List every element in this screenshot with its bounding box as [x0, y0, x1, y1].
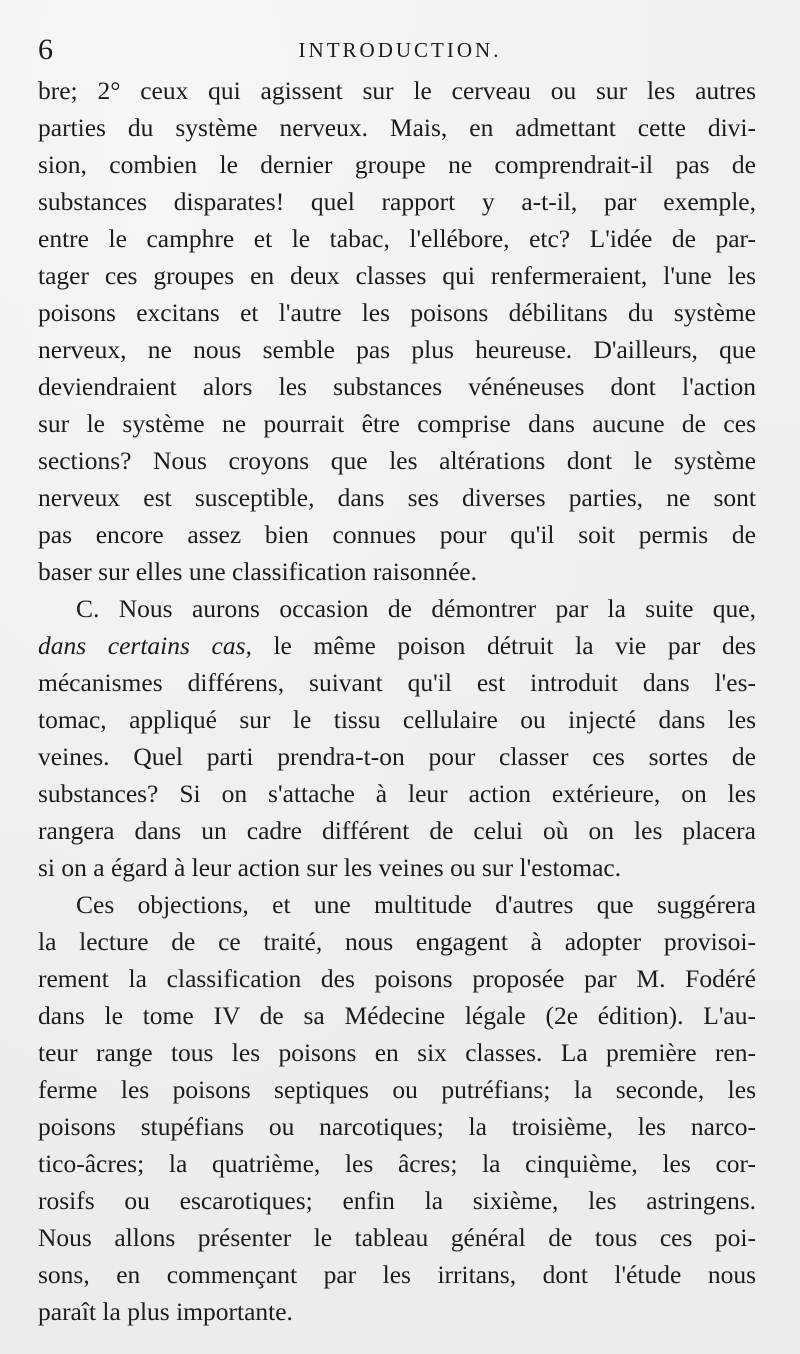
text-line: la lecture de ce traité, nous engagent à adopter provisoi-	[38, 927, 756, 956]
text-line: rement la classification des poisons proposée par M. Fodéré	[38, 964, 756, 993]
text-line: mécanismes différens, suivant qu'il est introduit dans l'es-	[38, 668, 756, 697]
text-line: Nous allons présenter le tableau général de tous ces poi-	[38, 1223, 756, 1252]
text-line: pas encore assez bien connues pour qu'il soit permis de	[38, 520, 756, 549]
text-line: paraît la plus importante.	[38, 1297, 293, 1326]
italic-phrase: dans certains cas,	[38, 631, 252, 660]
text-line: ferme les poisons septiques ou putréfians; la seconde, les	[38, 1075, 756, 1104]
text-line: Ces objections, et une multitude d'autres que suggérera	[76, 890, 756, 919]
text-line: nerveux, ne nous semble pas plus heureuse. D'ailleurs, que	[38, 335, 756, 364]
text-line: deviendraient alors les substances vénéneuses dont l'action	[38, 372, 756, 401]
text-line: teur range tous les poisons en six classes. La première ren-	[38, 1038, 756, 1067]
page-number: 6	[38, 33, 53, 66]
text-line: dans le tome IV de sa Médecine légale (2e édition). L'au-	[38, 1001, 756, 1030]
text-line: rangera dans un cadre différent de celui où on les placera	[38, 816, 756, 845]
text-line: tager ces groupes en deux classes qui renfermeraient, l'une les	[38, 261, 756, 290]
text-line: bre; 2° ceux qui agissent sur le cerveau ou sur les autres	[38, 76, 756, 105]
text-line: parties du système nerveux. Mais, en admettant cette divi-	[38, 113, 756, 142]
page-header	[38, 30, 762, 70]
text-line: substances disparates! quel rapport y a-t-il, par exemple,	[38, 187, 756, 216]
text-line: tomac, appliqué sur le tissu cellulaire ou injecté dans les	[38, 705, 756, 734]
text-line: dans certains cas, le même poison détruit la vie par des	[38, 631, 756, 660]
paragraph-3	[38, 886, 756, 1330]
text-line: sections? Nous croyons que les altérations dont le système	[38, 446, 756, 475]
text-line: baser sur elles une classification raisonnée.	[38, 557, 478, 586]
text-line: poisons excitans et l'autre les poisons débilitans du système	[38, 298, 756, 327]
text-line: tico-âcres; la quatrième, les âcres; la cinquième, les cor-	[38, 1149, 756, 1178]
text-line: rosifs ou escarotiques; enfin la sixième, les astringens.	[38, 1186, 756, 1215]
running-title: INTRODUCTION.	[298, 38, 502, 62]
paragraph-2	[38, 590, 756, 886]
text-line: poisons stupéfians ou narcotiques; la troisième, les narco-	[38, 1112, 756, 1141]
text-line: si on a égard à leur action sur les veines ou sur l'estomac.	[38, 853, 622, 882]
text-line: entre le camphre et le tabac, l'ellébore, etc? L'idée de par-	[38, 224, 756, 253]
text-line: sion, combien le dernier groupe ne comprendrait-il pas de	[38, 150, 756, 179]
text-line: sur le système ne pourrait être comprise dans aucune de ces	[38, 409, 756, 438]
text-line: sons, en commençant par les irritans, dont l'étude nous	[38, 1260, 756, 1289]
text-line: veines. Quel parti prendra-t-on pour classer ces sortes de	[38, 742, 756, 771]
text-line: substances? Si on s'attache à leur action extérieure, on les	[38, 779, 756, 808]
text-line: C. Nous aurons occasion de démontrer par la suite que,	[76, 594, 756, 623]
paragraph-1	[38, 72, 756, 590]
body-text	[38, 72, 756, 1330]
text-line: nerveux est susceptible, dans ses diverses parties, ne sont	[38, 483, 756, 512]
